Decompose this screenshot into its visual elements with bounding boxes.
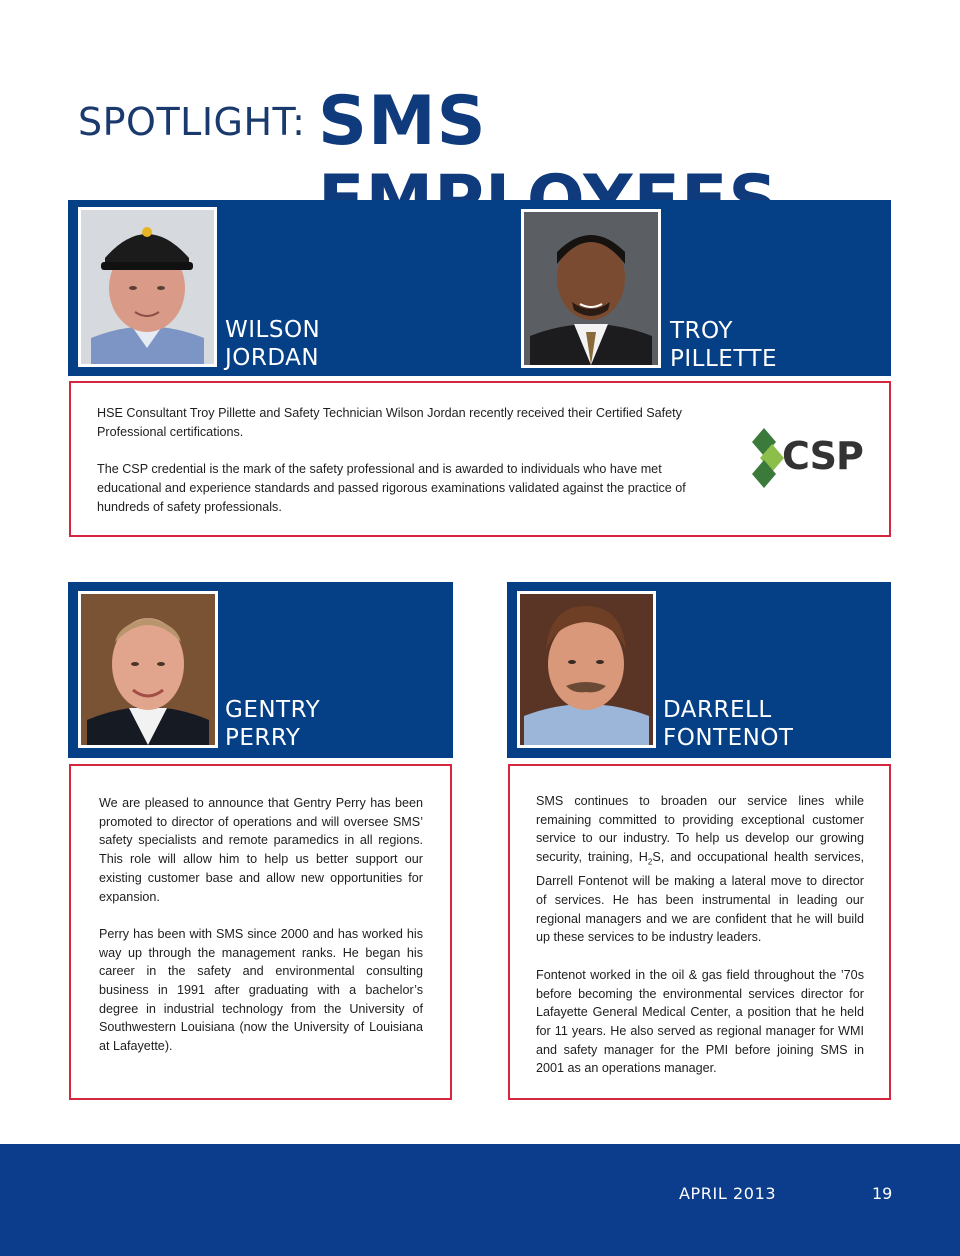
darrell-paragraph-1 <box>536 792 864 947</box>
page-number: 19 <box>872 1184 893 1203</box>
wilson-jordan-name <box>225 316 320 372</box>
wilson-last-name: JORDAN <box>225 345 320 371</box>
csp-paragraph-2: The CSP credential is the mark of the safety professional and is awarded to individuals who have met educational and experience standards and passed rigorous examinations validated against the practice of hundreds of safety professionals. <box>97 462 686 514</box>
gentry-last-name: PERRY <box>225 725 301 751</box>
top-name-banner <box>68 200 891 376</box>
troy-first-name: TROY <box>670 318 733 344</box>
darrell-p1-after: S, and occupational health services, Darrell Fontenot will be making a lateral move to director of services. He has been instrumental in leading our regional managers and we are confident that he will build up these services to be industry leaders. <box>536 850 864 945</box>
darrell-paragraph-2: Fontenot worked in the oil & gas field throughout the ’70s before becoming the environmental services director for Lafayette General Medical Center, a position that he held for 11 years. He also served as regional manager for WMI and safety manager for the PMI before joining SMS in 2001 as an operations manager. <box>536 967 864 1076</box>
csp-announcement-text <box>97 404 719 516</box>
gentry-perry-text <box>99 794 423 1056</box>
title-prefix: SPOTLIGHT: <box>78 100 306 144</box>
troy-pillette-photo <box>521 209 661 368</box>
title-main: SMS <box>318 82 487 161</box>
gentry-perry-photo <box>78 591 218 748</box>
darrell-fontenot-name <box>663 696 793 752</box>
wilson-jordan-photo <box>78 207 217 367</box>
page-title <box>78 82 898 162</box>
darrell-fontenot-banner <box>507 582 891 758</box>
darrell-p1-before: SMS continues to broaden our service lines while remaining committed to providing exceptional customer service to our industry. To help us develop our growing security, training, H <box>536 794 864 865</box>
wilson-first-name: WILSON <box>225 317 321 343</box>
troy-pillette-name <box>670 317 777 373</box>
troy-last-name: PILLETTE <box>670 346 778 372</box>
darrell-fontenot-box <box>508 764 891 1100</box>
csp-logo-text: CSP <box>782 434 863 478</box>
csp-paragraph-1: HSE Consultant Troy Pillette and Safety Technician Wilson Jordan recently received their Certified Safety Professional certifications. <box>97 406 682 439</box>
gentry-perry-box <box>69 764 452 1100</box>
csp-logo <box>750 426 863 490</box>
darrell-p1-sub: 2 <box>647 857 653 867</box>
gentry-first-name: GENTRY <box>225 697 321 723</box>
darrell-fontenot-photo <box>517 591 656 748</box>
darrell-first-name: DARRELL <box>663 697 772 723</box>
darrell-last-name: FONTENOT <box>663 725 794 751</box>
gentry-perry-name <box>225 696 320 752</box>
gentry-paragraph-2: Perry has been with SMS since 2000 and has worked his way up through the management ranks. He began his career in the safety and environmental consulting business in 1991 after graduating with a bachelor’s degree in industrial technology from the University of Southwestern Louisiana (now the University of Louisiana at Lafayette). <box>99 926 423 1054</box>
issue-date: APRIL 2013 <box>679 1184 777 1203</box>
gentry-paragraph-1: We are pleased to announce that Gentry Perry has been promoted to director of operations and will oversee SMS’ safety specialists and remote paramedics in all regions. This role will allow him to help us better support our existing customer base and allow new opportunities for expansion. <box>99 796 423 904</box>
page-footer <box>0 1144 960 1256</box>
gentry-perry-banner <box>68 582 453 758</box>
darrell-fontenot-text <box>536 792 864 1078</box>
